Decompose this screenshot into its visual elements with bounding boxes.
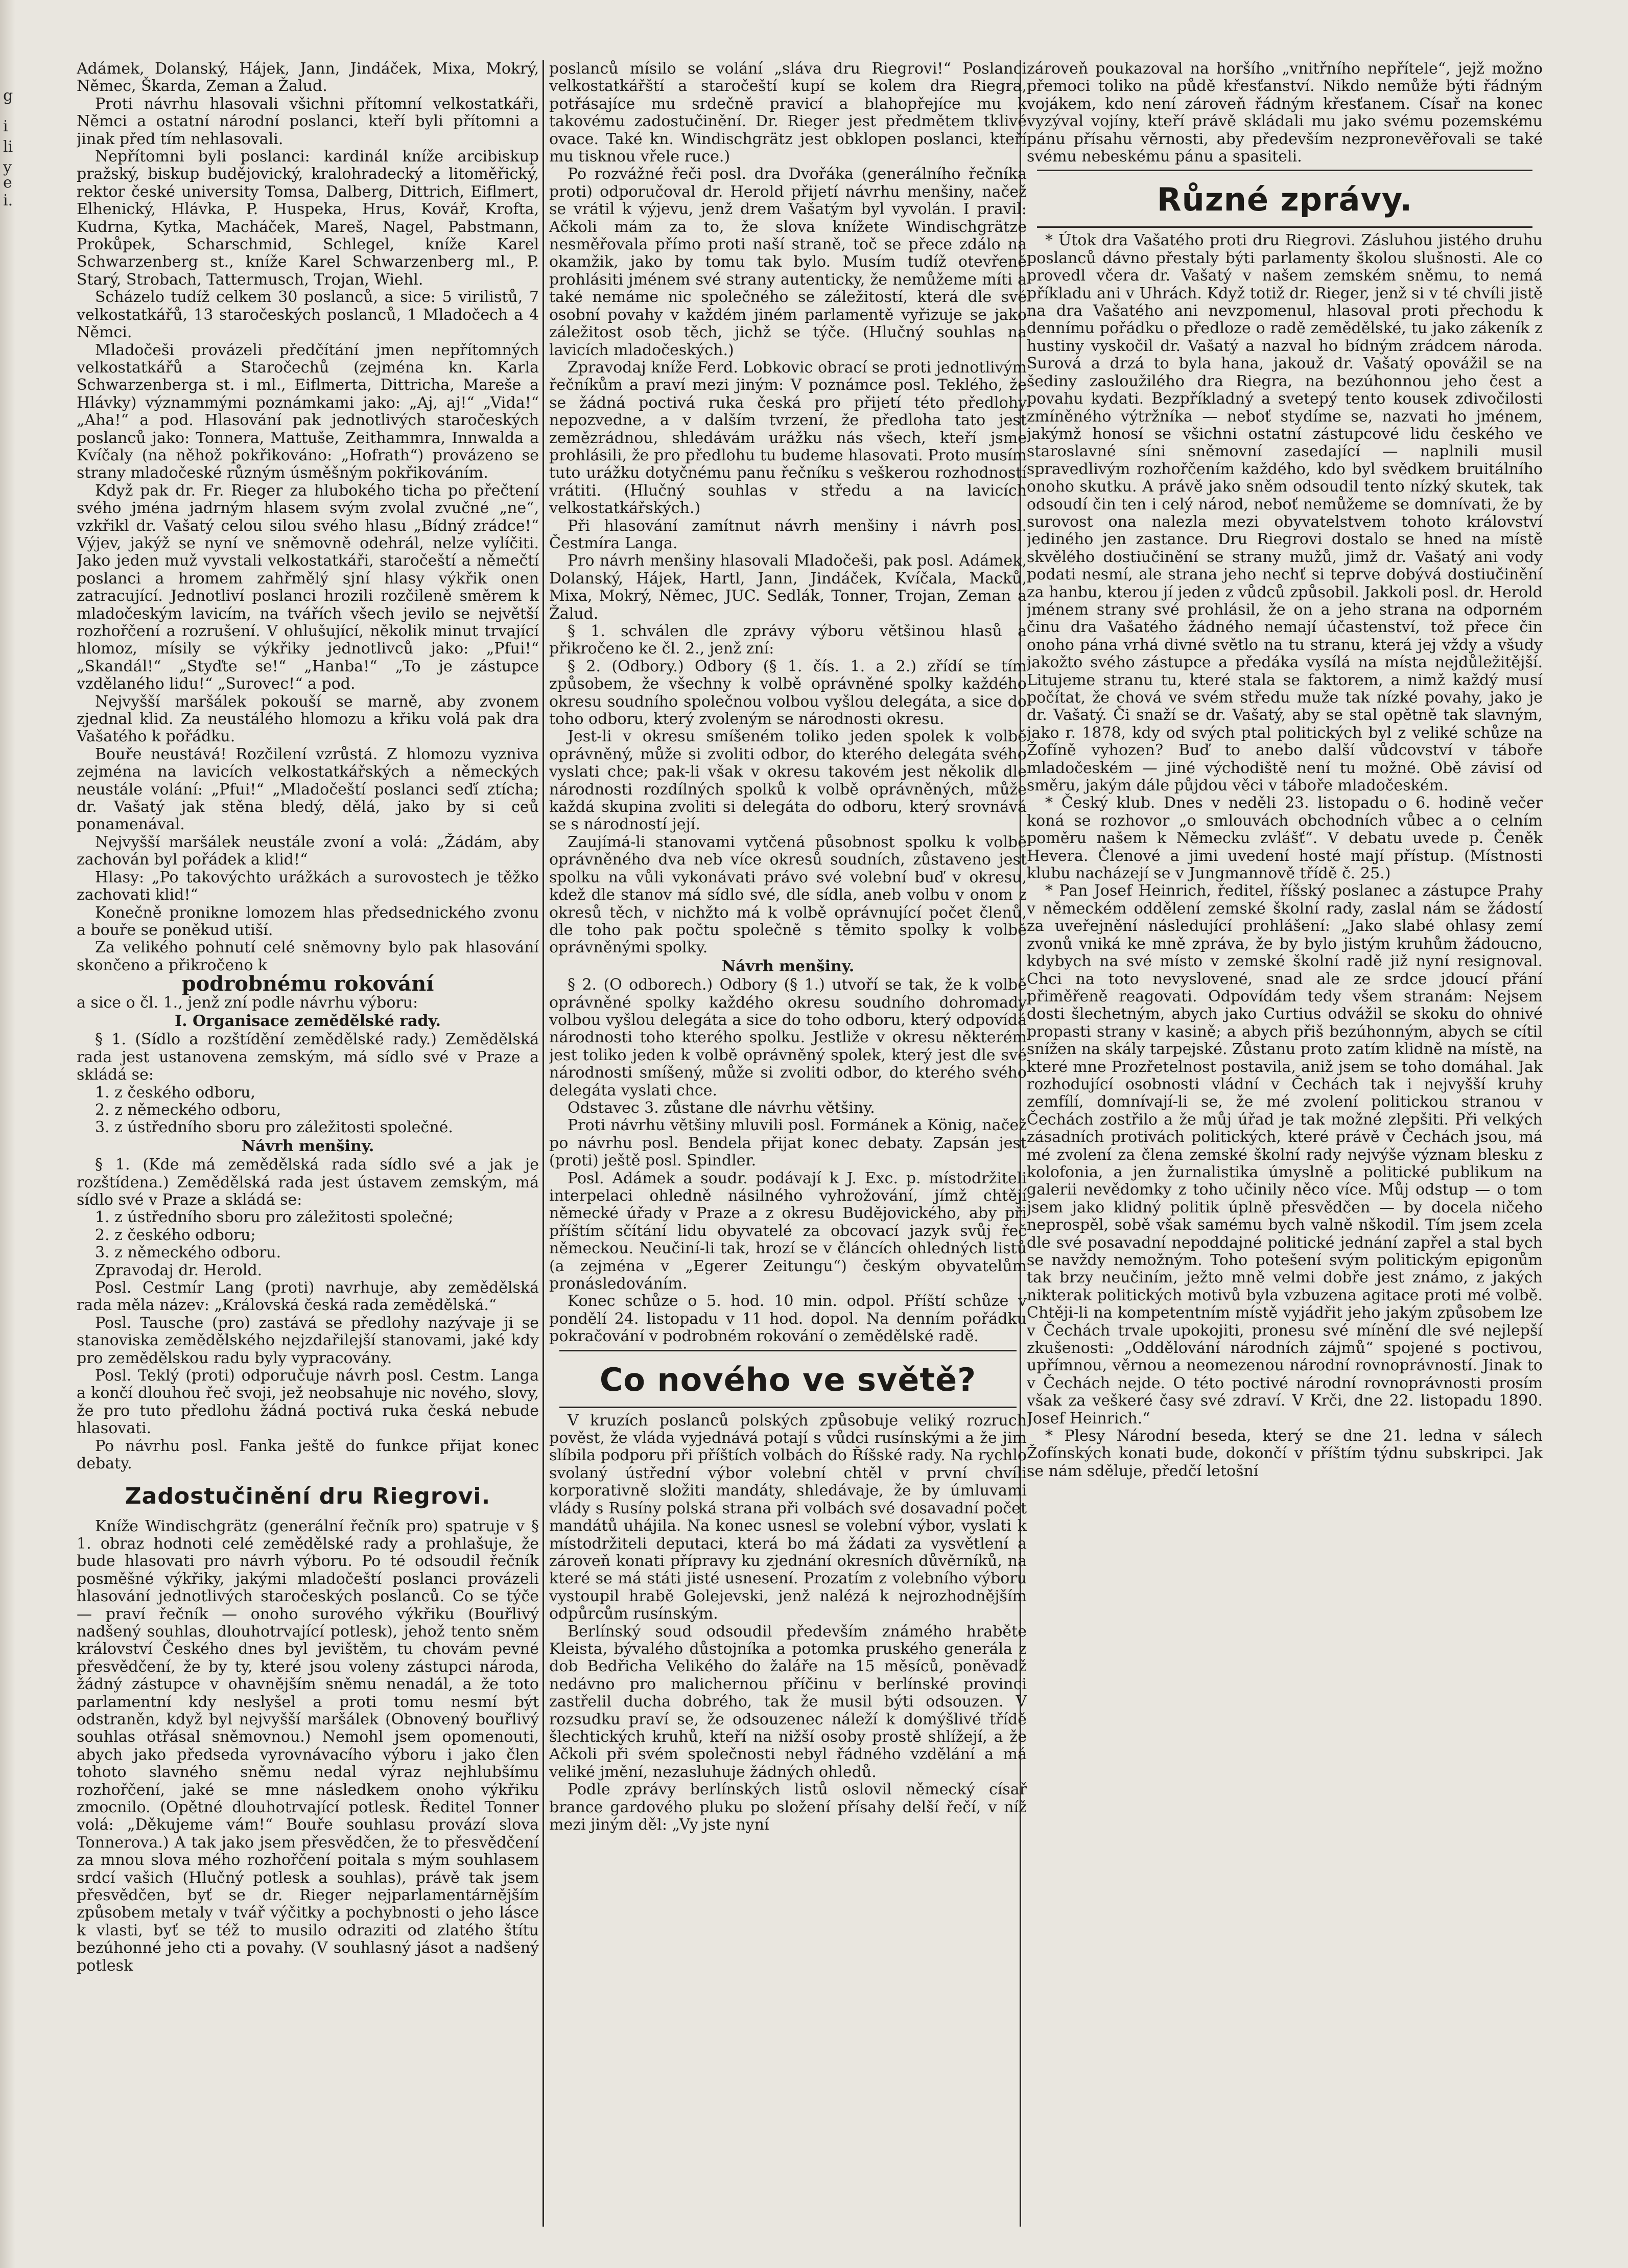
paragraph: § 1. (Sídlo a rozštídění zemědělské rady.) Zemědělská rada jest ustanovena zemským, má sídlo své v Praze a skládá se: bbox=[77, 1031, 539, 1084]
subheading: Návrh menšiny. bbox=[241, 1137, 374, 1155]
edge-fragment: e bbox=[3, 174, 12, 192]
paragraph: Konečně pronikne lomozem hlas předsednického zvonu a bouře se poněkud utiší. bbox=[77, 903, 539, 939]
section-divider bbox=[559, 1407, 1017, 1408]
column-1 bbox=[77, 60, 539, 2232]
subheading: Návrh menšiny. bbox=[721, 957, 855, 975]
paragraph: Konec schůze o 5. hod. 10 min. odpol. Příští schůze v pondělí 24. listopadu v 11 hod. dopol. Na denním pořádku pokračování v podrobném rokování o zemědělské radě. bbox=[549, 1292, 1027, 1346]
paragraph: Po návrhu posl. Fanka ještě do funkce přijat konec debaty. bbox=[77, 1437, 539, 1473]
subheading: podrobnému rokování bbox=[181, 972, 434, 996]
section-heading: Zadostučinění dru Riegrovi. bbox=[125, 1483, 491, 1509]
column-rule bbox=[542, 60, 544, 2227]
paragraph: Po rozvážné řeči posl. dra Dvořáka (generálního řečníka proti) odporučoval dr. Herold přijetí návrhu menšiny, načež se vrátil k výjevu, jenž drem Vašatým byl vyvolán. I pravil: Ačkoli mám za to, že slova knížete Windischgrätze nesměřovala přímo proti naší straně, toč se přece zdálo na okamžik, jako by tomu tak bylo. Musím tudíž otevřeně prohlásiti jménem své strany autenticky, že nemůžeme míti a také nemáme nic společného se záležitostí, která dle své osobní povahy v každém jiném parlamentě vyřizuje se jako záležitost osob těch, jichž se týče. (Hlučný souhlas na lavicích mladočeských.) bbox=[549, 165, 1027, 359]
paragraph: * Plesy Národní beseda, který se dne 21. ledna v sálech Žofínských konati bude, dokončí v příštím týdnu subskripci. Jak se nám sděluje, předčí letošní bbox=[1027, 1427, 1543, 1480]
list-item: 2. z německého odboru, bbox=[95, 1101, 281, 1119]
paragraph: Posl. Tausche (pro) zastává se předlohy nazývaje ji se stanoviska zemědělského nejzdařilejší stanovami, jaké kdy pro zemědělskou radu byly vypracovány. bbox=[77, 1314, 539, 1367]
paragraph: * Pan Josef Heinrich, ředitel, říšský poslanec a zástupce Prahy v německém oddělení zemské školní rady, zaslal nám se žádostí za uveřejnění následující prohlášení: „Jako slabé ohlasy zemí zvonů vniká ke mně zpráva, že by bylo jistým kruhům žádoucno, kdybych na své místo v zemské školní radě již nyní resignoval. Chci na toto nevyslovené, snad ale ze srdce jdoucí přání přiměřeně reagovati. Odpovídám tedy všem stranám: Nejsem dosti šlechetným, abych jako Curtius odvážil se skoku do ohnivé propasti strany v kasině; a abych přiš bezúhonným, abych se cítil snížen na skály tarpejské. Zůstanu proto zatím klidně na místě, na které mne Prozřetelnost postavila, aniž jsem se toho domáhal. Jak rozhodující osobnosti vládní v Čechách tak i nejvyšší kruhy zemfílí, domnívají-li se, že mé zvolení politickou stranou v Čechách zostřilo a že můj úřad je tak možné zlepšiti. Při velkých zásadních protivách politických, které právě v Čechách jsou, má mé zvolení za člena zemské školní rady nejvýše význam blesku z kolofonia, a jen žurnalistika úmyslně a politické publikum na galerii nevědomky z toho učinily něco více. Můj odstup — o tom jsem jako klidný politik úplně přesvědčen — by docela ničeho neprospěl, sobě však samému bych valně nškodil. Tím jsem zcela dle své posavadní nepoddajné politické jednání zapřel a stal bych se navždy nemožným. Toho potešení svým politickým epigonům tak brzy neučiním, ježto mně velmi dobře jest známo, z jakých nikterak politických motivů byla vzbuzena agitace proti mé volbě. Chtěji-li na kompetentním místě vyjádřit jeho jakým způsobem lze v Čechách trvale upokojiti, pronesu své mínění dle své nejlepší zkušenosti: „Oddělování národních zájmů“ spojené s poctivou, upřímnou, věrnou a neomezenou národní rovnoprávností. Jinak to v Čechách nejde. O této poctivé národní rovnoprávnosti prosím však za veškeré časy své zdraví. V Krči, dne 22. listopadu 1890. Josef Heinrich.“ bbox=[1027, 882, 1543, 1428]
paragraph: Scházelo tudíž celkem 30 poslanců, a sice: 5 virilistů, 7 velkostatkářů, 13 staročeských poslanců, 1 Mladočech a 4 Němci. bbox=[77, 288, 539, 342]
paragraph: Zpravodaj dr. Herold. bbox=[95, 1261, 263, 1279]
edge-fragment: g bbox=[3, 87, 13, 105]
paragraph: § 1. (Kde má zemědělská rada sídlo své a jak je rozštídena.) Zemědělská rada jest ústavem zemským, má sídlo své v Praze a skládá se: bbox=[77, 1156, 539, 1209]
paragraph: Nepřítomni byli poslanci: kardinál kníže arcibiskup pražský, biskup budějovický, kralohradecký a litoměřický, rektor české university Tomsa, Dalberg, Dittrich, Eiflmert, Elhenický, Hlávka, P. Huspeka, Hrus, Kovář, Krofta, Kudrna, Kytka, Macháček, Mareš, Nagel, Pabstmann, Prokůpek, Scharschmid, Schlegel, kníže Karel Schwarzenberg st., kníže Karel Schwarzenberg ml., P. Starý, Strobach, Tattermusch, Trojan, Wiehl. bbox=[77, 148, 539, 289]
list-item: 1. z ústředního sboru pro záležitosti společné; bbox=[95, 1208, 454, 1227]
paragraph: § 1. schválen dle zprávy výboru většinou hlasů a přikročeno ke čl. 2., jenž zní: bbox=[549, 622, 1027, 658]
paragraph: Pro návrh menšiny hlasovali Mladočeši, pak posl. Adámek, Dolanský, Hájek, Hartl, Jann, Jindáček, Kvíčala, Macků, Mixa, Mokrý, Němec, JUC. Sedlák, Tonner, Trojan, Zeman a Žalud. bbox=[549, 552, 1027, 623]
paragraph: Proti návrhu většiny mluvili posl. Formánek a König, načež po návrhu posl. Bendela přijat konec debaty. Zapsán jest (proti) ještě posl. Spindler. bbox=[549, 1116, 1027, 1170]
paragraph: Hlasy: „Po takovýchto urážkách a surovostech je těžko zachovati klid!“ bbox=[77, 868, 539, 904]
paragraph: Kníže Windischgrätz (generální řečník pro) spatruje v § 1. obraz hodnoti celé zemědělské rady a prohlašuje, že bude hlasovati pro návrh výboru. Po té odsoudil řečník posměšné výkřiky, jakými mladočeští poslanci provázeli hlasování jednotlivých staročeských poslanců. Co se týče — praví řečník — onoho surového výkřiku (Bouřlivý nadšený souhlas, dlouhotrvající potlesk), jehož tento sněm království Českého dnes byl jevištěm, tu chovám pevné přesvědčení, že by ty, které jsou voleny zástupci národa, žádný zástupce v ohavnějším sněmu nenadál, a že toto parlamentní kdy neslyšel a proti tomu nesmí být odstraněn, když byl nejvyšší maršálek (Obnovený bouřlivý souhlas otřásal sněmovnou.) Nemohl jsem opomenouti, abych jako předseda vyrovnávacího výboru i jako člen tohoto slavného sněmu nedal výraz nejhlubšímu rozhořčení, jaké se mne následkem onoho výkřiku zmocnilo. (Opětné dlouhotrvající potlesk. Ředitel Tonner volá: „Děkujeme vám!“ Bouře souhlasu provází slova Tonnerova.) A tak jako jsem přesvědčen, že to přesvědčení za mnou slova mého rozhořčení poitala s mým souhlasem srdcí vašich (Hlučný potlesk a souhlas), právě tak jsem přesvědčen, byť se dr. Rieger nejparlamentárnějším způsobem metaly v tvář výčitky a pochybnosti o jeho lásce k vlasti, byť se též to musilo odraziti od zlatého štítu bezúhonné jeho cti a povahy. (V souhlasný jásot a nadšený potlesk bbox=[77, 1517, 539, 1975]
paragraph: a sice o čl. 1., jenž zní podle návrhu výboru: bbox=[77, 993, 418, 1012]
column-3 bbox=[1027, 60, 1543, 2232]
paragraph: Berlínský soud odsoudil především známého hraběte Kleista, bývalého důstojníka a potomka pruského generála z dob Bedřicha Velikého do žaláře na 15 měsíců, poněvadž nedávno pro malichernou příčinu v berlínské provinci zastřelil ducha dobrého, tak že musil býti odsouzen. V rozsudku praví se, že odsouzenec náleží k domýšlivé třídě šlechtických kruhů, kteří na nižší osoby prostě shlížejí, a že Ačkoli při svém společnosti nebyl řádného vzdělání a má veliké jmění, nezasluhuje žádných ohledů. bbox=[549, 1622, 1027, 1781]
section-divider bbox=[1037, 226, 1532, 228]
paragraph: § 2. (Odbory.) Odbory (§ 1. čís. 1. a 2.) zřídí se tím způsobem, že všechny k volbě oprávněné spolky každého okresu soudního společnou volbou vyšlou delegáta, a sice do toho odboru, který zvoleným se národnosti okresu. bbox=[549, 657, 1027, 729]
subheading: I. Organisace zemědělské rady. bbox=[175, 1012, 441, 1030]
column-2 bbox=[549, 60, 1027, 2232]
edge-fragment: i bbox=[3, 118, 8, 135]
paragraph: Posl. Cestmír Lang (proti) navrhuje, aby zemědělská rada měla název: „Královská česká rada zemědělská.“ bbox=[77, 1279, 539, 1315]
paragraph: Odstavec 3. zůstane dle návrhu většiny. bbox=[568, 1098, 875, 1117]
section-heading: Co nového ve světě? bbox=[599, 1361, 977, 1398]
paragraph: Nejvyšší maršálek pokouší se marně, aby zvonem zjednal klid. Za neustálého hlomozu a křiku volá pak dra Vašatého k pořádku. bbox=[77, 692, 539, 746]
paragraph: * Český klub. Dnes v neděli 23. listopadu o 6. hodině večer koná se rozhovor „o smlouvách obchodních vůbec a o celním poměru našem k Německu zvlášť“. V debatu uvede p. Čeněk Hevera. Členové a jimi uvedení hosté mají přístup. (Místnosti klubu nacházejí se v Jungmannově třídě č. 25.) bbox=[1027, 794, 1543, 883]
paragraph: Mladočeši provázeli předčítání jmen nepřítomných velkostatkářů a Staročechů (zejména kn. Karla Schwarzenberga st. i ml., Eiflmerta, Dittricha, Mareše a Hlávky) význammými poznámkami jako: „Aj, aj!“ „Vida!“ „Aha!“ a pod. Hlasování pak jednotlivých staročeských poslanců jako: Tonnera, Mattuše, Zeithammra, Innwalda a Kvíčaly (na něhož pokřikováno: „Hofrath“) provázeno se strany mladočeské různým úsměšným pokřikováním. bbox=[77, 341, 539, 482]
paragraph: Bouře neustává! Rozčilení vzrůstá. Z hlomozu vyzniva zejména na lavicích velkostatkářských a německých neustále volání: „Pfui!“ „Mladočeští poslanci seďí ztícha; dr. Vašatý jak stěna bledý, dělá, jako by si ceů ponamenával. bbox=[77, 745, 539, 834]
paragraph: Adámek, Dolanský, Hájek, Jann, Jindáček, Mixa, Mokrý, Němec, Škarda, Zeman a Žalud. bbox=[77, 60, 539, 96]
paragraph: Proti návrhu hlasovali všichni přítomní velkostatkáři, Němci a ostatní národní poslanci, kteří byli přítomni a jinak před tím nehlasovali. bbox=[77, 95, 539, 148]
paragraph: Posl. Adámek a soudr. podávají k J. Exc. p. místodržiteli interpelaci ohledně násilného vyhrožování, jímž chtějí německé úřady v Praze a z okresu Budějovického, aby při příštím sčítání lidu obyvatelé za obcovací jazyk svůj řeč německou. Neučiní-li tak, hrozí se v článcích ohledných listů (a zejména v „Egerer Zeitungu“) českým obyvatelům pronásledováním. bbox=[549, 1169, 1027, 1293]
edge-fragment: y bbox=[3, 158, 12, 176]
edge-fragment: li bbox=[3, 138, 13, 156]
page-edge bbox=[0, 0, 15, 2268]
paragraph: Jest-li v okresu smíšeném toliko jeden spolek k volbě oprávněný, může si zvoliti odbor, do kterého delegáta svého vyslati chce; pak-li však v okresu takovém jest několik dle národnosti rozdílných spolků k volbě oprávněných, může každá skupina zvoliti si delegáta do odboru, který srovnává se s národností její. bbox=[549, 728, 1027, 834]
list-item: 3. z německého odboru. bbox=[95, 1244, 281, 1262]
section-heading: Různé zprávy. bbox=[1157, 181, 1413, 219]
paragraph: Při hlasování zamítnut návrh menšiny i návrh posl. Čestmíra Langa. bbox=[549, 517, 1027, 552]
paragraph: Posl. Teklý (proti) odporučuje návrh posl. Cestm. Langa a končí dlouhou řeč svoji, jež neobsahuje nic nového, slovy, že pro tuto předlohu žádná poctivá ruka česká nebude hlasovati. bbox=[77, 1367, 539, 1438]
section-divider bbox=[559, 1350, 1017, 1351]
paragraph: Zpravodaj kníže Ferd. Lobkovic obrací se proti jednotlivým řečníkům a praví mezi jiným: V poznámce posl. Teklého, že se žádná poctivá ruka česká pro přijetí této předlohy nepozvedne, a v dalším tvrzení, že předloha tato jest zemězrádnou, shledávám urážku nás všech, kteří jsme prohlásili, že pro předlohu tu budeme hlasovati. Proto musím tuto urážku dotyčnému panu řečníku s veškerou rozhodností vrátiti. (Hlučný souhlas v středu a na lavicích velkostatkářských.) bbox=[549, 358, 1027, 518]
paragraph: poslanců mísilo se volání „sláva dru Riegrovi!“ Poslanci velkostatkářští a staročeští kupí se kolem dra Riegra, potřásajíce mu srdečně pravicí a blahopřejíce mu k takovému zadostučinění. Dr. Rieger jest předmětem tklivé ovace. Také kn. Windischgrätz jest obklopen poslanci, kteří mu tisknou vřele ruce.) bbox=[549, 60, 1027, 166]
paragraph: Zaujímá-li stanovami vytčená působnost spolku k volbě oprávněného dva neb více okresů soudních, zůstaveno jest spolku na vůli vykonávati právo své volební buď v okresu, kdež dle stanov má sídlo své, dle sídla, aneb volbu v onom z okresů těch, v nichžto má k volbě oprávnující počet členů, dle toho pak počtu společně s těmito spolky k volbě oprávněnými spolky. bbox=[549, 833, 1027, 957]
paragraph: Podle zprávy berlínských listů oslovil německý císař brance gardového pluku po složení přísahy delší řečí, v níž mezi jiným děl: „Vy jste nyní bbox=[549, 1781, 1027, 1834]
list-item: 2. z českého odboru; bbox=[95, 1226, 256, 1244]
paragraph: Za velikého pohnutí celé sněmovny bylo pak hlasování skončeno a přikročeno k bbox=[77, 939, 539, 974]
paragraph: * Útok dra Vašatého proti dru Riegrovi. Zásluhou jistého druhu poslanců dávno přestaly býti parlamenty školou slušnosti. Ale co provedl včera dr. Vašatý v našem zemském sněmu, to nemá příkladu ani v Uhrách. Když totiž dr. Rieger, jenž si v té chvíli jistě na dra Vašatého ani nevzpomenul, hlasoval proti přechodu k dennímu pořádku o předloze o radě zemědělské, tu jako zákeník z hustiny vyskočil dr. Vašatý a nazval ho bídným zrádcem národa. Surová a drzá to byla hana, jakouž dr. Vašatý opovážil se na šediny zasloužilého dra Riegra, na bezúhonnou jeho čest a povahu kydati. Bezpříkladný a svetepý tento kousek zdivočilosti zmíněného výtržníka — neboť stydíme se, nazvati ho jménem, jakýmž honosí se všichni ostatní zástupcové lidu českého ve staroslavné síni sněmovní zasedající — naplnili musil spravedlivým rozhořčením každého, kdo byl svědkem bruitálního onoho skutku. A právě jako sněm odsoudil tento nízký skutek, tak odsoudí čin ten i celý národ, neboť nemůžeme se domnívati, že by surovost ona nalezla mezi obyvatelstvem tohoto království jediného jen zastance. Dru Riegrovi dostalo se hned na místě skvělého dostiučinění se strany mužů, jimž dr. Vašatý ani vody podati nesmí, ale strana jeho nechť si teprve dobývá dostiučinění za hanbu, kterou jí jeden z vůdců způsobil. Jakkoli posl. dr. Herold jménem strany své prohlásil, že on a jeho strana na odporném činu dra Vašatého žádného nemají účastenství, tož přece čin onoho pána vrhá divné světlo na tu stranu, která jej vždy a všudy jakožto svého zástupce a předáka vysílá na místa nejdůležitější. Litujeme stranu tu, které stala se faktorem, a nimž každý musí počítat, že chová ve svém středu muže tak nízké povahy, jako je dr. Vašatý. Či snaží se dr. Vašatý, aby se stal opětně tak slavným, jako r. 1878, kdy od svých ptal politických byl z veliké schůze na Žofíně vyhozen? Buď to anebo další vůdcovství v táboře mladočeském — jiné východiště není tu možné. Obě závisí od směru, jakým dále půjdou věci v táboře mladočeském. bbox=[1027, 231, 1543, 795]
list-item: 3. z ústředního sboru pro záležitosti společné. bbox=[95, 1118, 453, 1137]
paragraph: § 2. (O odborech.) Odbory (§ 1.) utvoří se tak, že k volbě oprávněné spolky každého okresu soudního dohromady volbou vyšlou delegáta a sice do toho odboru, který odpovídá národnosti toho kterého spolku. Jestliže v okresu některém jest toliko jeden k volbě oprávněný spolek, který jest dle své národnosti smíšený, může si zvoliti odbor, do kterého svého delegáta vyslati chce. bbox=[549, 976, 1027, 1100]
paragraph: Nejvyšší maršálek neustále zvoní a volá: „Žádám, aby zachován byl pořádek a klid!“ bbox=[77, 833, 539, 869]
paragraph: V kruzích poslanců polských způsobuje veliký rozruch pověst, že vláda vyjednává potají s vůdci rusínskými a že jim slíbila podporu při příštích volbách do Říšské rady. Na rychlo svolaný ústřední výbor volební chtěl v první chvíli korporativně složiti mandáty, shledávaje, že by úmluvami vlády s Rusíny polská strana při volbách své dosavadní počet mandátů uhájila. Na konec usnesl se volební výbor, vyslati k místodržiteli deputaci, která bo má žádati za vysvětlení a zároveň konati přípravy ku zjednání okresních důvěrníků, na které se má státi jisté usnesení. Prozatím z volebního výboru vystoupil hrabě Golejevski, jenž nalézá k nejrozhodnějším odpůrcům rusínským. bbox=[549, 1411, 1027, 1623]
list-item: 1. z českého odboru, bbox=[95, 1083, 256, 1102]
edge-fragment: i. bbox=[3, 192, 13, 209]
paragraph: zároveň poukazoval na horšího „vnitřního nepřítele“, jejž možno přemoci toliko na půdě křesťanství. Nikdo nemůže býti řádným vojákem, kdo není zároveň řádným křesťanem. Císař na konec vyzýval vojíny, kteří právě skládali mu jako svému pozemskému pánu přísahu věrnosti, aby především nezpronevěřovali se také svému nebeskému pánu a spasiteli. bbox=[1027, 60, 1543, 166]
paragraph: Když pak dr. Fr. Rieger za hlubokého ticha po přečtení svého jména jadrným hlasem svým zvolal zvučné „ne“, vzkřikl dr. Vašatý celou silou svého hlasu „Bídný zrádce!“ Výjev, jakýž se nyní ve sněmovně odehrál, nelze vylíčiti. Jako jeden muž vyvstali velkostatkáři, staročeští a němečtí poslanci a hromem zahřmělý sjní hlasy výkřik onen zatracující. Jednotliví poslanci hrozili rozčileně směrem k mladočeským lavicím, na tvářích všech jevilo se největší rozhořčení a rozrušení. V ohlušující, několik minut trvající hlomoz, mísily se výkřiky jednotlivců jako: „Pfui!“ „Skandál!“ „Styďte se!“ „Hanba!“ „To je zástupce vzdělaného lidu!“ „Surovec!“ a pod. bbox=[77, 481, 539, 693]
section-divider bbox=[1037, 170, 1532, 171]
